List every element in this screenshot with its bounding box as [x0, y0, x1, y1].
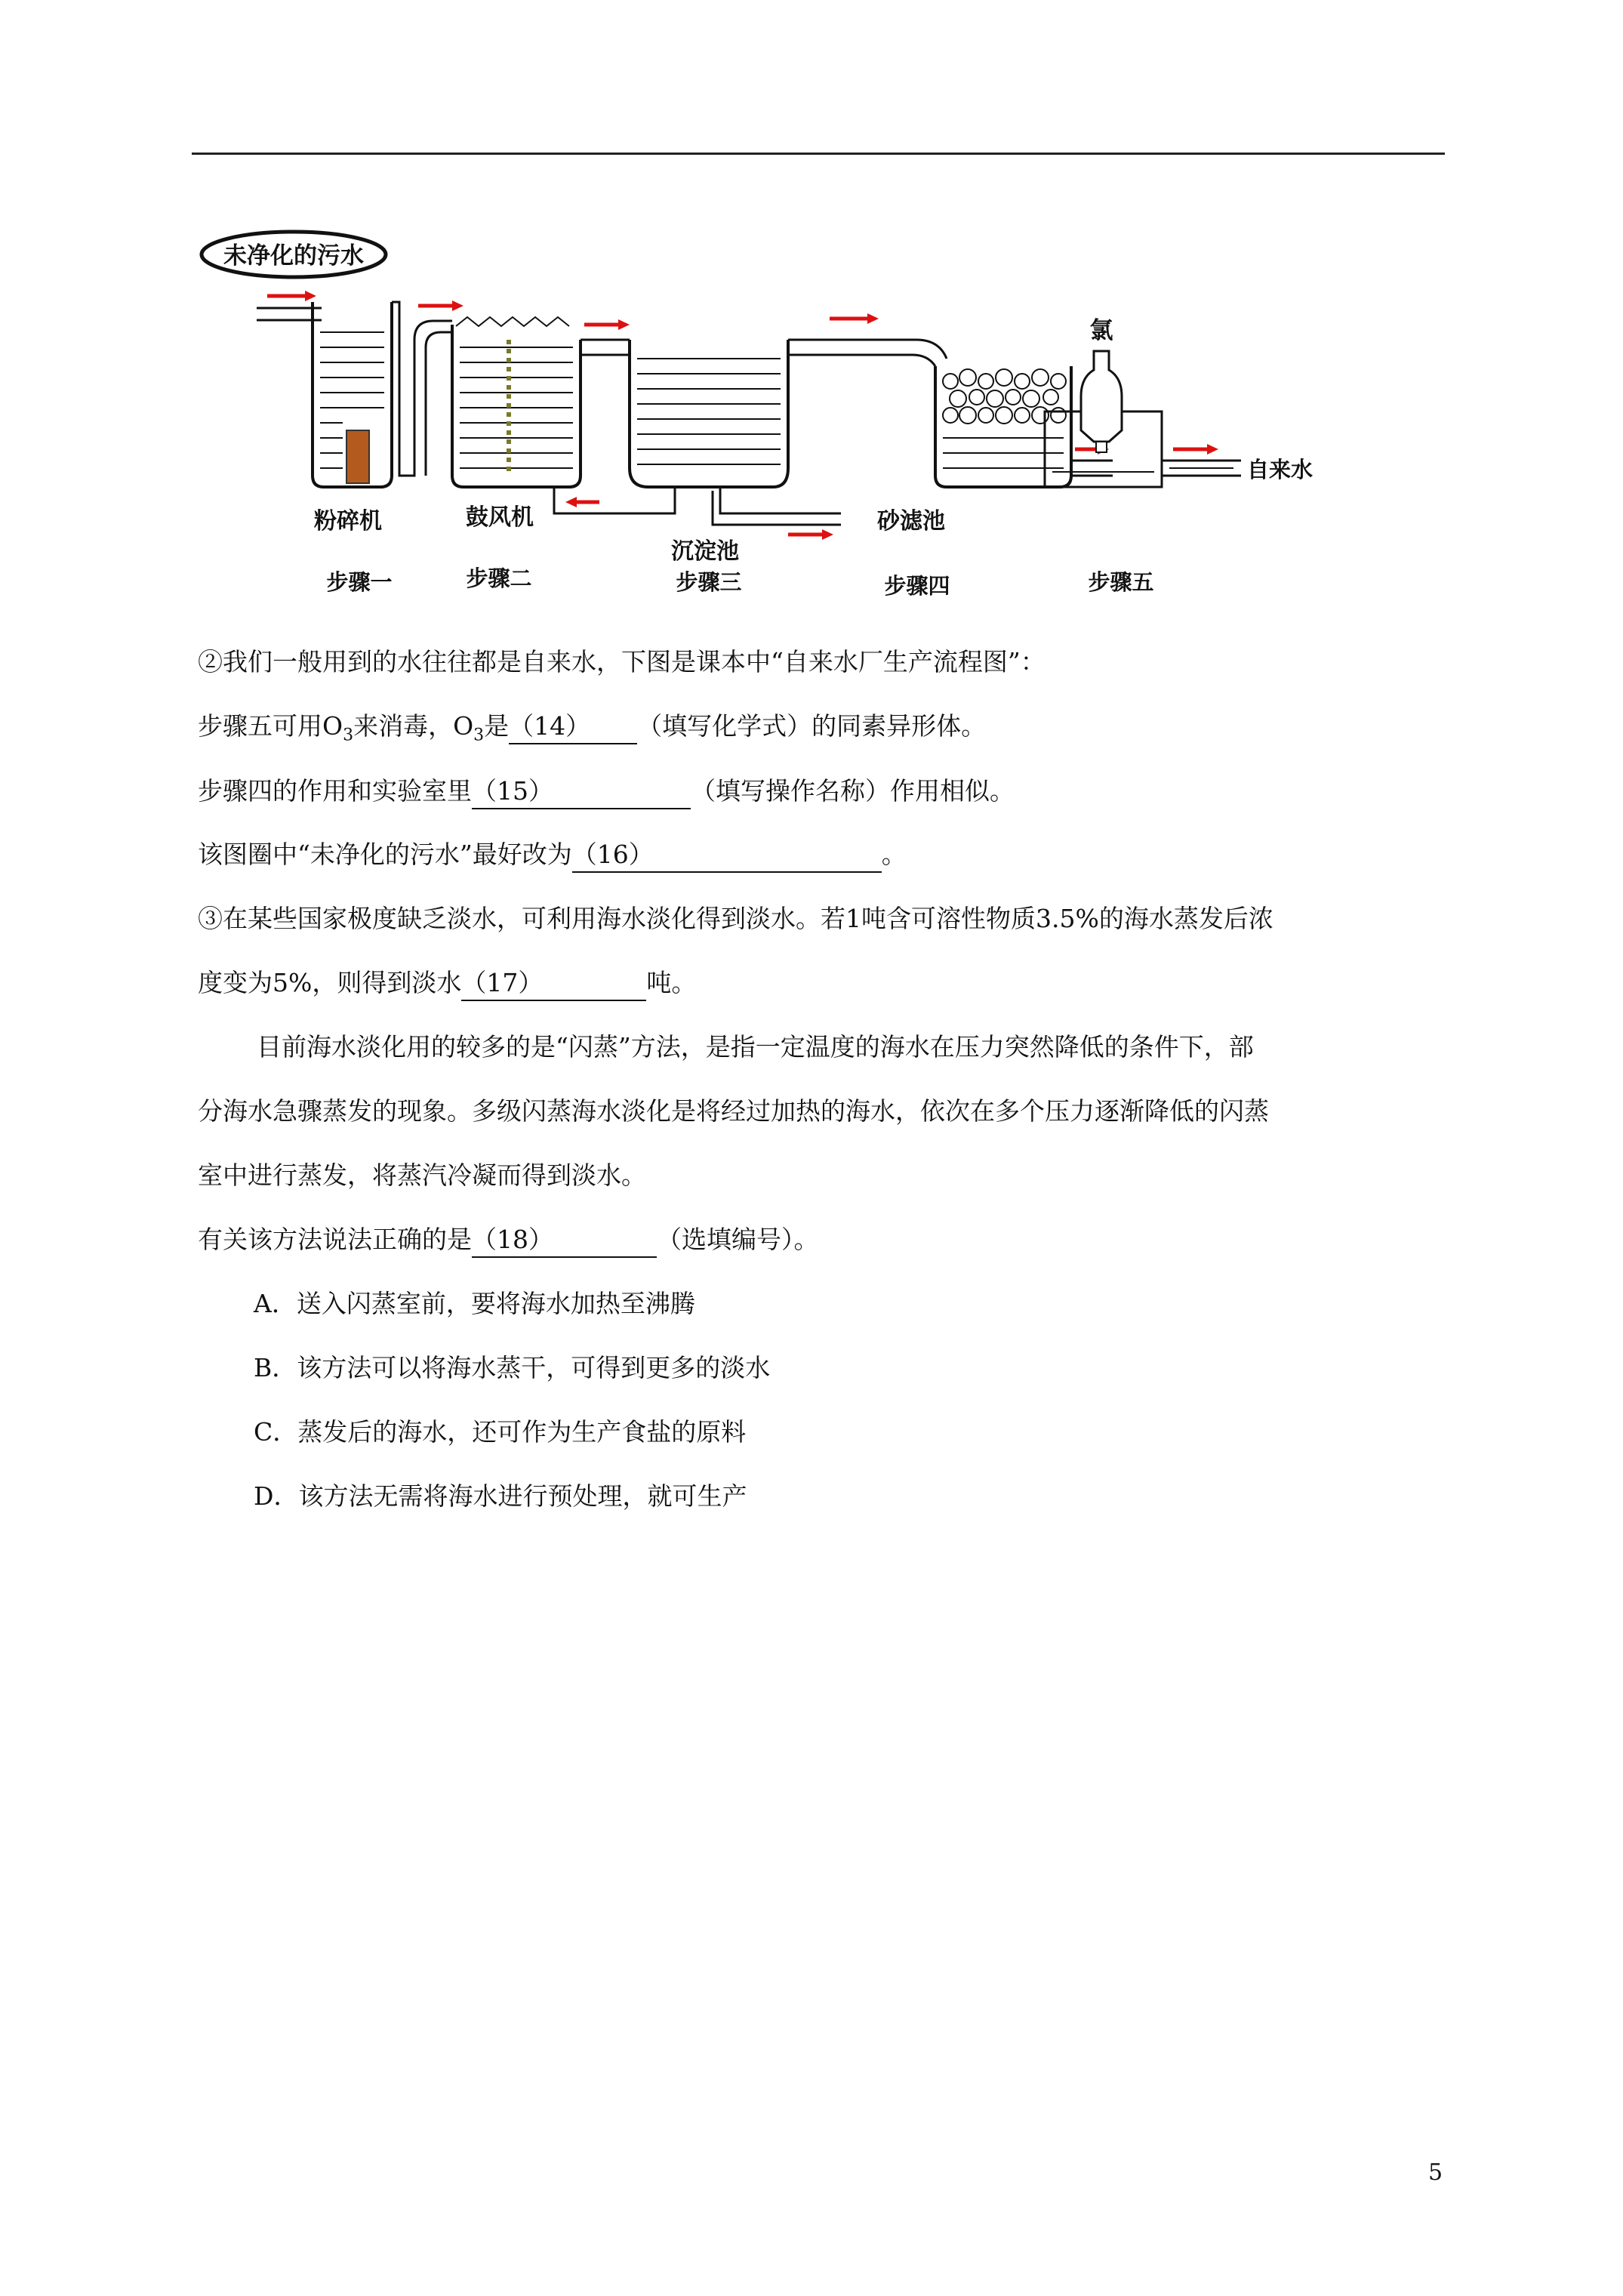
q2-l1-d: （填写化学式）的同素异形体。	[637, 711, 987, 741]
q2-l3-a: 该图圈中“未净化的污水”最好改为	[198, 840, 572, 869]
q2-intro: ②我们一般用到的水往往都是自来水，下图是课本中“自来水厂生产流程图”：	[198, 647, 1046, 676]
crusher-overflow-pipe	[392, 302, 411, 476]
step-label-5: 步骤五	[1088, 569, 1154, 595]
unit-label-blower: 鼓风机	[466, 504, 534, 531]
water-treatment-diagram	[192, 227, 1324, 612]
option-d[interactable]: D．该方法无需将海水进行预处理，就可生产	[254, 1481, 747, 1511]
unit-label-sand-filter: 砂滤池	[877, 508, 945, 535]
blank-15[interactable]: （15）	[472, 775, 691, 809]
q18-a: 有关该方法说法正确的是	[198, 1225, 472, 1254]
step-label-3: 步骤三	[676, 569, 742, 595]
q18-line	[198, 1223, 819, 1258]
crusher-machine	[346, 430, 369, 483]
page-number: 5	[1428, 2159, 1443, 2186]
q2-l1-c: 是	[484, 711, 510, 741]
pipe-4-5	[1071, 461, 1113, 476]
chlorine-label: 氯	[1089, 317, 1113, 344]
q3-para-1: 目前海水淡化用的较多的是“闪蒸”方法，是指一定温度的海水在压力突然降低的条件下，部	[257, 1032, 1254, 1062]
step-label-1: 步骤一	[326, 569, 393, 595]
blower-surface	[456, 317, 569, 326]
q2-l2-b: （填写操作名称）作用相似。	[691, 776, 1015, 806]
q3-para-3: 室中进行蒸发，将蒸汽冷凝而得到淡水。	[198, 1160, 646, 1190]
oval-label: 未净化的污水	[223, 242, 364, 270]
pipe-3-4	[788, 340, 947, 366]
step-label-4: 步骤四	[884, 573, 950, 599]
chlorine-bottle	[1081, 351, 1122, 442]
q3-l2-a: 度变为5%，则得到淡水	[198, 968, 462, 997]
blank-17[interactable]: （17）	[461, 966, 646, 1001]
step-label-2: 步骤二	[466, 566, 532, 591]
q3-line-2	[198, 966, 696, 1001]
q2-line-1	[198, 710, 986, 753]
tap-water-label: 自来水	[1247, 457, 1313, 482]
q2-line-2	[198, 775, 1015, 809]
q3-para-2: 分海水急骤蒸发的现象。多级闪蒸海水淡化是将经过加热的海水，依次在多个压力逐渐降低的闪蒸	[198, 1096, 1269, 1126]
header-rule	[192, 153, 1445, 155]
q2-l3-b: 。	[881, 840, 907, 869]
blank-18[interactable]: （18）	[472, 1223, 657, 1258]
sediment-bottom	[554, 487, 841, 525]
q2-l1-b: 来消毒，O	[353, 711, 474, 741]
q2-l1-sub2: 3	[473, 726, 485, 745]
option-c[interactable]: C．蒸发后的海水，还可作为生产食盐的原料	[254, 1417, 747, 1447]
q2-l1-a: 步骤五可用O	[198, 711, 343, 741]
unit-label-sediment: 沉淀池	[671, 538, 739, 565]
q2-line-3	[198, 838, 907, 873]
q2-l1-sub1: 3	[343, 726, 354, 745]
q2-l2-a: 步骤四的作用和实验室里	[198, 776, 472, 806]
blank-14[interactable]: （14）	[509, 710, 637, 744]
pipe-1-2	[411, 321, 452, 476]
chlorine-tank	[1045, 461, 1162, 487]
blower-tank	[452, 325, 581, 487]
option-a[interactable]: A．送入闪蒸室前，要将海水加热至沸腾	[254, 1289, 695, 1318]
q3-l2-b: 吨。	[646, 968, 697, 997]
sand-filter-gravel	[943, 369, 1066, 424]
unit-label-crusher: 粉碎机	[314, 508, 382, 535]
pipe-2-3	[581, 340, 630, 355]
q3-line-1: ③在某些国家极度缺乏淡水，可利用海水淡化得到淡水。若1吨含可溶性物质3.5%的海水蒸发后浓	[198, 904, 1273, 933]
option-b[interactable]: B．该方法可以将海水蒸干，可得到更多的淡水	[254, 1353, 771, 1382]
blank-16[interactable]: （16）	[572, 838, 882, 873]
q18-b: （选填编号）。	[657, 1225, 819, 1254]
